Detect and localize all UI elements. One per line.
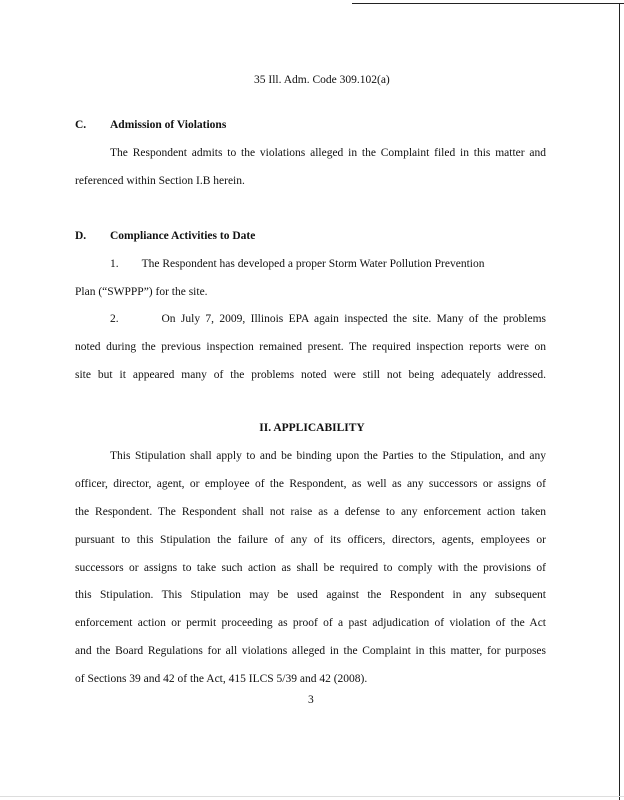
item-2-line: site but it appeared many of the problems noted were still not being adequately addressed. xyxy=(75,369,546,381)
section-c-para-line: The Respondent admits to the violations alleged in the Complaint filed in this matter and xyxy=(110,147,546,159)
section-c-letter: C. xyxy=(75,119,87,131)
applicability-para-line: the Respondent. The Respondent shall not raise as a defense to any enforcement action taken xyxy=(75,506,546,518)
applicability-para-line: and the Board Regulations for all violations alleged in the Complaint in this matter, for purposes xyxy=(75,645,546,657)
item-1-line: Plan (“SWPPP”) for the site. xyxy=(75,286,208,298)
scan-edge-top xyxy=(352,3,624,4)
applicability-para-line: This Stipulation shall apply to and be binding upon the Parties to the Stipulation, and any xyxy=(110,450,546,462)
scan-edge-right xyxy=(619,3,620,800)
applicability-para-line: successors or assigns to take such action as shall be required to comply with the provisions of xyxy=(75,562,546,574)
item-2-line: 2. On July 7, 2009, Illinois EPA again inspected the site. Many of the problems xyxy=(110,313,546,325)
scan-edge-bottom xyxy=(0,796,624,797)
section-d-heading: Compliance Activities to Date xyxy=(110,230,256,242)
applicability-heading: II. APPLICABILITY xyxy=(259,422,365,434)
section-c-para-line: referenced within Section I.B herein. xyxy=(75,175,245,187)
item-1-line: 1. The Respondent has developed a proper Storm Water Pollution Prevention xyxy=(110,258,485,270)
applicability-para-line: enforcement action or permit proceeding as proof of a past adjudication of violation of the Act xyxy=(75,617,546,629)
applicability-para-line: of Sections 39 and 42 of the Act, 415 ILCS 5/39 and 42 (2008). xyxy=(75,673,368,685)
regulation-citation: 35 Ill. Adm. Code 309.102(a) xyxy=(254,74,390,86)
page-number: 3 xyxy=(308,694,314,706)
item-2-line: noted during the previous inspection remained present. The required inspection reports were on xyxy=(75,341,546,353)
applicability-para-line: this Stipulation. This Stipulation may be used against the Respondent in any subsequent xyxy=(75,589,546,601)
section-c-heading: Admission of Violations xyxy=(110,119,227,131)
applicability-para-line: officer, director, agent, or employee of the Respondent, as well as any successors or assigns of xyxy=(75,478,546,490)
section-d-letter: D. xyxy=(75,230,87,242)
applicability-para-line: pursuant to this Stipulation the failure of any of its officers, directors, agents, employees or xyxy=(75,534,546,546)
